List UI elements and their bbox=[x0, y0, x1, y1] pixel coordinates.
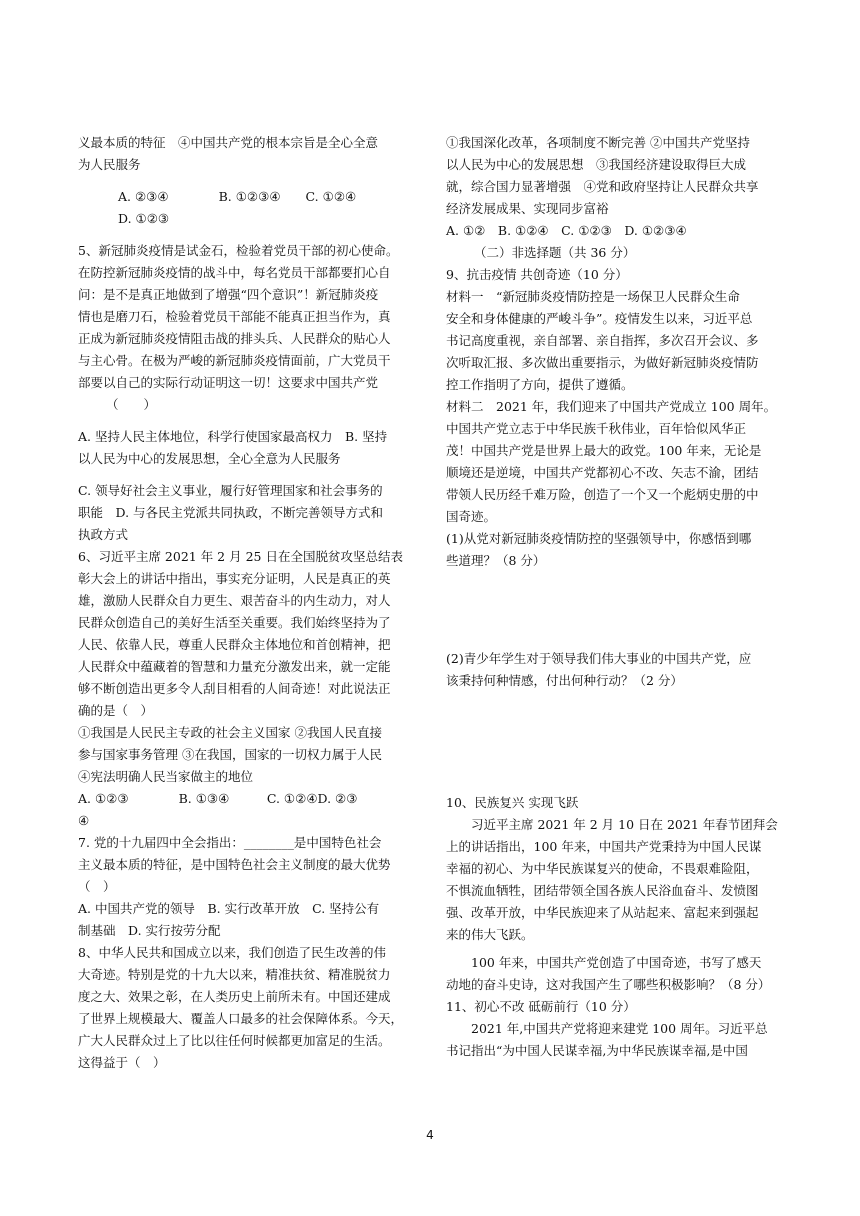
q7-line: （ ） bbox=[78, 879, 116, 894]
q6-line: 确的是（ ） bbox=[78, 703, 154, 718]
q5-line: 情也是磨刀石，检验着党员干部能不能真正担当作为，真 bbox=[78, 309, 391, 324]
material-line: 材料二 2021 年，我们迎来了中国共产党成立 100 周年。 bbox=[446, 399, 777, 414]
material-line: 茂！中国共产党是世界上最大的政党。100 年来，无论是 bbox=[446, 443, 762, 458]
subquestion-line: 该秉持何种情感，付出何种行动？（2 分） bbox=[446, 673, 683, 688]
q11-title: 11、初心不改 砥砺前行（10 分） bbox=[446, 999, 636, 1014]
q9-title: 9、抗击疫情 共创奇迹（10 分） bbox=[446, 267, 628, 282]
q10-body-line: 来的伟大飞跃。 bbox=[446, 927, 534, 942]
q6-line: 参与国家事务管理 ③在我国，国家的一切权力属于人民 bbox=[78, 747, 382, 762]
q10-title: 10、民族复兴 实现飞跃 bbox=[446, 795, 579, 810]
q10-body-line: 习近平主席 2021 年 2 月 10 日在 2021 年春节团拜会 bbox=[471, 817, 778, 832]
q5-line: 与主心骨。在极为严峻的新冠肺炎疫情面前，广大党员干 bbox=[78, 353, 391, 368]
page-number: 4 bbox=[426, 1128, 434, 1142]
q10-body-line: 幸福的初心、为中华民族谋复兴的使命，不畏艰难险阻， bbox=[446, 861, 759, 876]
q5-option-line: A. 坚持人民主体地位，科学行使国家最高权力 B. 坚持 bbox=[78, 429, 388, 444]
q5-options-cd bbox=[78, 480, 416, 546]
q11-body-line: 书记指出“为中国人民谋幸福,为中华民族谋幸福,是中国 bbox=[446, 1043, 748, 1058]
q4-options-line: D. ①②③ bbox=[118, 211, 170, 226]
q6-line: 雄，激励人民群众自力更生、艰苦奋斗的内生动力，对人 bbox=[78, 593, 391, 608]
q9-subquestion-1 bbox=[446, 528, 786, 572]
material-line: 中国共产党立志于中华民族千秋伟业，百年恰似风华正 bbox=[446, 421, 747, 436]
q10-body-line: 强、改革开放，中华民族迎来了从站起来、富起来到强起 bbox=[446, 905, 759, 920]
q6-line: 民群众创造自己的美好生活至关重要。我们始终坚持为了 bbox=[78, 615, 391, 630]
q5-option-line: 执政方式 bbox=[78, 527, 129, 542]
material-line: 顺境还是逆境，中国共产党都初心不改、矢志不渝，团结 bbox=[446, 465, 759, 480]
q5-line: 问：是不是真正地做到了增强“四个意识”！新冠肺炎疫 bbox=[78, 287, 379, 302]
q7-line: 主义最本质的特征，是中国特色社会主义制度的最大优势 bbox=[78, 857, 391, 872]
answer-space bbox=[446, 572, 786, 648]
q4-tail-line: 为人民服务 bbox=[78, 157, 141, 172]
q4-options bbox=[78, 186, 416, 230]
q10-body-line: 不惧流血牺牲，团结带领全国各族人民浴血奋斗、发愤图 bbox=[446, 883, 759, 898]
q8-statement-line: 以人民为中心的发展思想 ③我国经济建设取得巨大成 bbox=[446, 157, 747, 172]
answer-space bbox=[446, 692, 786, 792]
question-6 bbox=[78, 546, 416, 832]
left-column bbox=[78, 132, 416, 1074]
subquestion-line: (1)从党对新冠肺炎疫情防控的坚强领导中，你感悟到哪 bbox=[446, 531, 752, 546]
q8-line: 广大人民群众过上了比以往任何时候都更加富足的生活。 bbox=[78, 1033, 391, 1048]
q5-line: 正成为新冠肺炎疫情阻击战的排头兵、人民群众的贴心人 bbox=[78, 331, 391, 346]
q7-line: 7. 党的十九届四中全会指出：________是中国特色社会 bbox=[78, 835, 382, 850]
q5-option-line: C. 领导好社会主义事业，履行好管理国家和社会事务的 bbox=[78, 483, 383, 498]
q8-statement-line: 就，综合国力显著增强 ④党和政府坚持让人民群众共享 bbox=[446, 179, 759, 194]
q8-line: 这得益于（ ） bbox=[78, 1055, 166, 1070]
q8-statements bbox=[446, 132, 786, 220]
q8-line: 大奇迹。特别是党的十九大以来，精准扶贫、精准脱贫力 bbox=[78, 967, 391, 982]
q6-line: 人民、依靠人民，尊重人民群众主体地位和首创精神，把 bbox=[78, 637, 391, 652]
right-column bbox=[446, 132, 786, 1062]
q10-question-line: 100 年来，中国共产党创造了中国奇迹，书写了感天 bbox=[471, 955, 762, 970]
q6-line: 6、习近平主席 2021 年 2 月 25 日在全国脱贫攻坚总结表 bbox=[78, 549, 403, 564]
material-line: 安全和身体健康的严峻斗争”。疫情发生以来，习近平总 bbox=[446, 311, 753, 326]
material-line: 材料一 “新冠肺炎疫情防控是一场保卫人民群众生命 bbox=[446, 289, 740, 304]
q8-statement-line: 经济发展成果、实现同步富裕 bbox=[446, 201, 609, 216]
q5-answer-blank: （ ） bbox=[106, 397, 157, 412]
q8-line: 度之大、效果之彰，在人类历史上前所未有。中国还建成 bbox=[78, 989, 391, 1004]
q6-line: 彰大会上的讲话中指出，事实充分证明，人民是真正的英 bbox=[78, 571, 391, 586]
material-line: 次听取汇报、多次做出重要指示，为做好新冠肺炎疫情防 bbox=[446, 355, 759, 370]
q10-body-line: 上的讲话指出，100 年来，中国共产党秉持为中国人民谋 bbox=[446, 839, 762, 854]
material-line: 书记高度重视，亲自部署、亲自指挥，多次召开会议、多 bbox=[446, 333, 759, 348]
q6-line: 够不断创造出更多令人刮目相看的人间奇迹！对此说法正 bbox=[78, 681, 391, 696]
question-8 bbox=[78, 942, 416, 1074]
q5-option-line: 职能 D. 与各民主党派共同执政，不断完善领导方式和 bbox=[78, 505, 384, 520]
q8-statement-line: ①我国深化改革，各项制度不断完善 ②中国共产党坚持 bbox=[446, 135, 750, 150]
q7-line: A. 中国共产党的领导 B. 实行改革开放 C. 坚持公有 bbox=[78, 901, 380, 916]
q4-options-line: A. ②③④ B. ①②③④ C. ①②④ bbox=[118, 189, 357, 204]
q6-line: 人民群众中蕴藏着的智慧和力量充分激发出来，就一定能 bbox=[78, 659, 391, 674]
material-line: 国奇迹。 bbox=[446, 509, 497, 524]
q7-line: 制基础 D. 实行按劳分配 bbox=[78, 923, 221, 938]
material-line: 带领人民历经千难万险，创造了一个又一个彪炳史册的中 bbox=[446, 487, 759, 502]
subquestion-line: 些道理？（8 分） bbox=[446, 553, 546, 568]
q6-line: ①我国是人民民主专政的社会主义国家 ②我国人民直接 bbox=[78, 725, 382, 740]
q11-body bbox=[446, 1018, 786, 1062]
q5-line: 5、新冠肺炎疫情是试金石，检验着党员干部的初心使命。 bbox=[78, 243, 399, 258]
q9-material-2 bbox=[446, 396, 786, 528]
q10-body bbox=[446, 814, 786, 946]
q11-body-line: 2021 年,中国共产党将迎来建党 100 周年。习近平总 bbox=[471, 1021, 768, 1036]
q6-options-line: A. ①②③ B. ①③④ C. ①②④D. ②③ bbox=[78, 791, 358, 806]
q4-tail-line: 义最本质的特征 ④中国共产党的根本宗旨是全心全意 bbox=[78, 135, 379, 150]
q9-subquestion-2 bbox=[446, 648, 786, 692]
q6-options-line: ④ bbox=[78, 813, 90, 828]
q8-line: 了世界上规模最大、覆盖人口最多的社会保障体系。今天， bbox=[78, 1011, 404, 1026]
material-line: 控工作指明了方向，提供了遵循。 bbox=[446, 377, 634, 392]
q6-line: ④宪法明确人民当家做主的地位 bbox=[78, 769, 254, 784]
q10-question-line: 动地的奋斗史诗，这对我国产生了哪些积极影响？（8 分） bbox=[446, 977, 771, 992]
q5-option-line: 以人民为中心的发展思想，全心全意为人民服务 bbox=[78, 451, 341, 466]
subquestion-line: (2)青少年学生对于领导我们伟大事业的中国共产党，应 bbox=[446, 651, 752, 666]
q10-question bbox=[446, 952, 786, 996]
q8-line: 8、中华人民共和国成立以来，我们创造了民生改善的伟 bbox=[78, 945, 386, 960]
section-heading: （二）非选择题（共 36 分） bbox=[474, 245, 636, 260]
q8-options: A. ①② B. ①②④ C. ①②③ D. ①②③④ bbox=[446, 223, 687, 238]
q5-line: 部要以自己的实际行动证明这一切！这要求中国共产党 bbox=[78, 375, 379, 390]
q5-line: 在防控新冠肺炎疫情的战斗中，每名党员干部都要扪心自 bbox=[78, 265, 391, 280]
q9-material-1 bbox=[446, 286, 786, 396]
question-7 bbox=[78, 832, 416, 942]
q5-options-ab bbox=[78, 426, 416, 470]
question-5 bbox=[78, 240, 416, 416]
